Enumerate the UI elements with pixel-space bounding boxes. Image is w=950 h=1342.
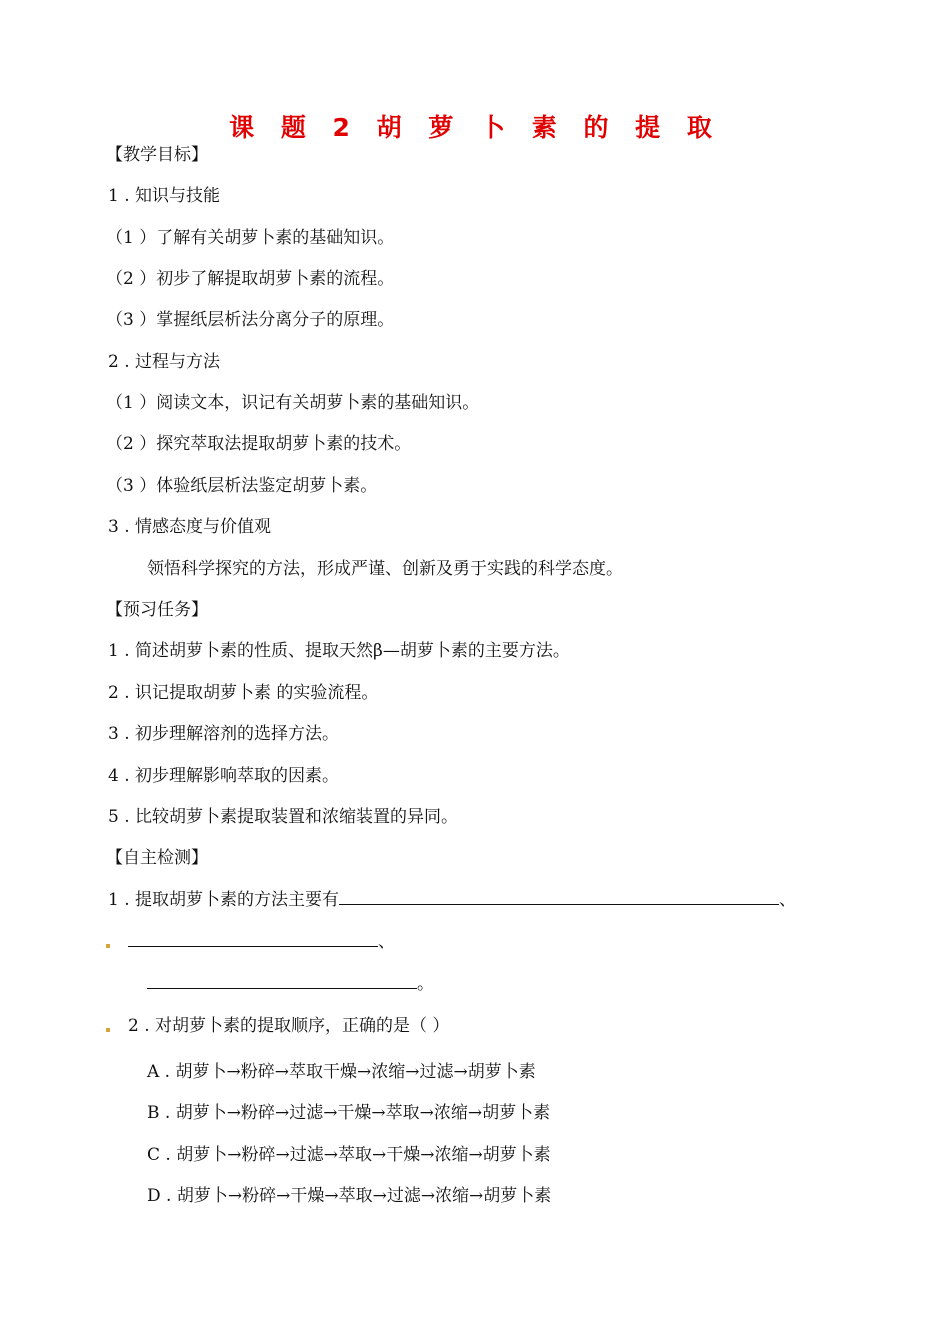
question-2-option-a: A . 胡萝卜→粉碎→萃取干燥→浓缩→过滤→胡萝卜素 xyxy=(147,1062,536,1082)
question-1-sep-2: 、 xyxy=(378,932,395,952)
answer-blank-3[interactable] xyxy=(147,972,417,989)
goal-knowledge-item-3: （3 ）掌握纸层析法分离分子的原理。 xyxy=(106,310,395,330)
goal-process-item-2: （2 ）探究萃取法提取胡萝卜素的技术。 xyxy=(106,434,412,454)
page-title: 课 题 2 胡 萝 卜 素 的 提 取 xyxy=(229,113,721,142)
goal-attitude-text: 领悟科学探究的方法，形成严谨、创新及勇于实践的科学态度。 xyxy=(147,559,623,579)
goal-process-label: 2 . 过程与方法 xyxy=(108,352,221,372)
margin-marker xyxy=(106,944,110,948)
preview-item-5: 5 . 比较胡萝卜素提取装置和浓缩装置的异同。 xyxy=(108,807,459,827)
question-1-text: 1 . 提取胡萝卜素的方法主要有 xyxy=(108,890,340,910)
question-1-line-3 xyxy=(147,972,434,996)
section-header-preview: 【预习任务】 xyxy=(106,600,208,620)
question-1-end: 。 xyxy=(417,974,434,994)
preview-item-4: 4 . 初步理解影响萃取的因素。 xyxy=(108,766,340,786)
question-1-sep-1: 、 xyxy=(779,890,797,910)
goal-process-item-3: （3 ）体验纸层析法鉴定胡萝卜素。 xyxy=(106,476,378,496)
preview-item-3: 3 . 初步理解溶剂的选择方法。 xyxy=(108,724,340,744)
question-2-option-b: B . 胡萝卜→粉碎→过滤→干燥→萃取→浓缩→胡萝卜素 xyxy=(147,1103,551,1123)
preview-item-2: 2 . 识记提取胡萝卜素 的实验流程。 xyxy=(108,683,379,703)
section-header-check: 【自主检测】 xyxy=(106,848,208,868)
question-1 xyxy=(108,888,796,912)
answer-blank-2[interactable] xyxy=(128,930,378,947)
goal-knowledge-item-2: （2 ）初步了解提取胡萝卜素的流程。 xyxy=(106,269,395,289)
section-header-goals: 【教学目标】 xyxy=(106,145,208,165)
goal-knowledge-label: 1 . 知识与技能 xyxy=(108,186,221,206)
question-1-line-2 xyxy=(128,930,395,954)
question-2-option-d: D . 胡萝卜→粉碎→干燥→萃取→过滤→浓缩→胡萝卜素 xyxy=(147,1186,552,1206)
question-2-option-c: C . 胡萝卜→粉碎→过滤→萃取→干燥→浓缩→胡萝卜素 xyxy=(147,1145,551,1165)
goal-knowledge-item-1: （1 ）了解有关胡萝卜素的基础知识。 xyxy=(106,228,395,248)
goal-attitude-label: 3 . 情感态度与价值观 xyxy=(108,517,272,537)
preview-item-1: 1 . 简述胡萝卜素的性质、提取天然β—胡萝卜素的主要方法。 xyxy=(108,641,570,661)
answer-blank-1[interactable] xyxy=(339,888,779,905)
question-2: 2 . 对胡萝卜素的提取顺序，正确的是（ ） xyxy=(128,1016,450,1036)
margin-marker xyxy=(106,1028,110,1032)
goal-process-item-1: （1 ）阅读文本，识记有关胡萝卜素的基础知识。 xyxy=(106,393,480,413)
